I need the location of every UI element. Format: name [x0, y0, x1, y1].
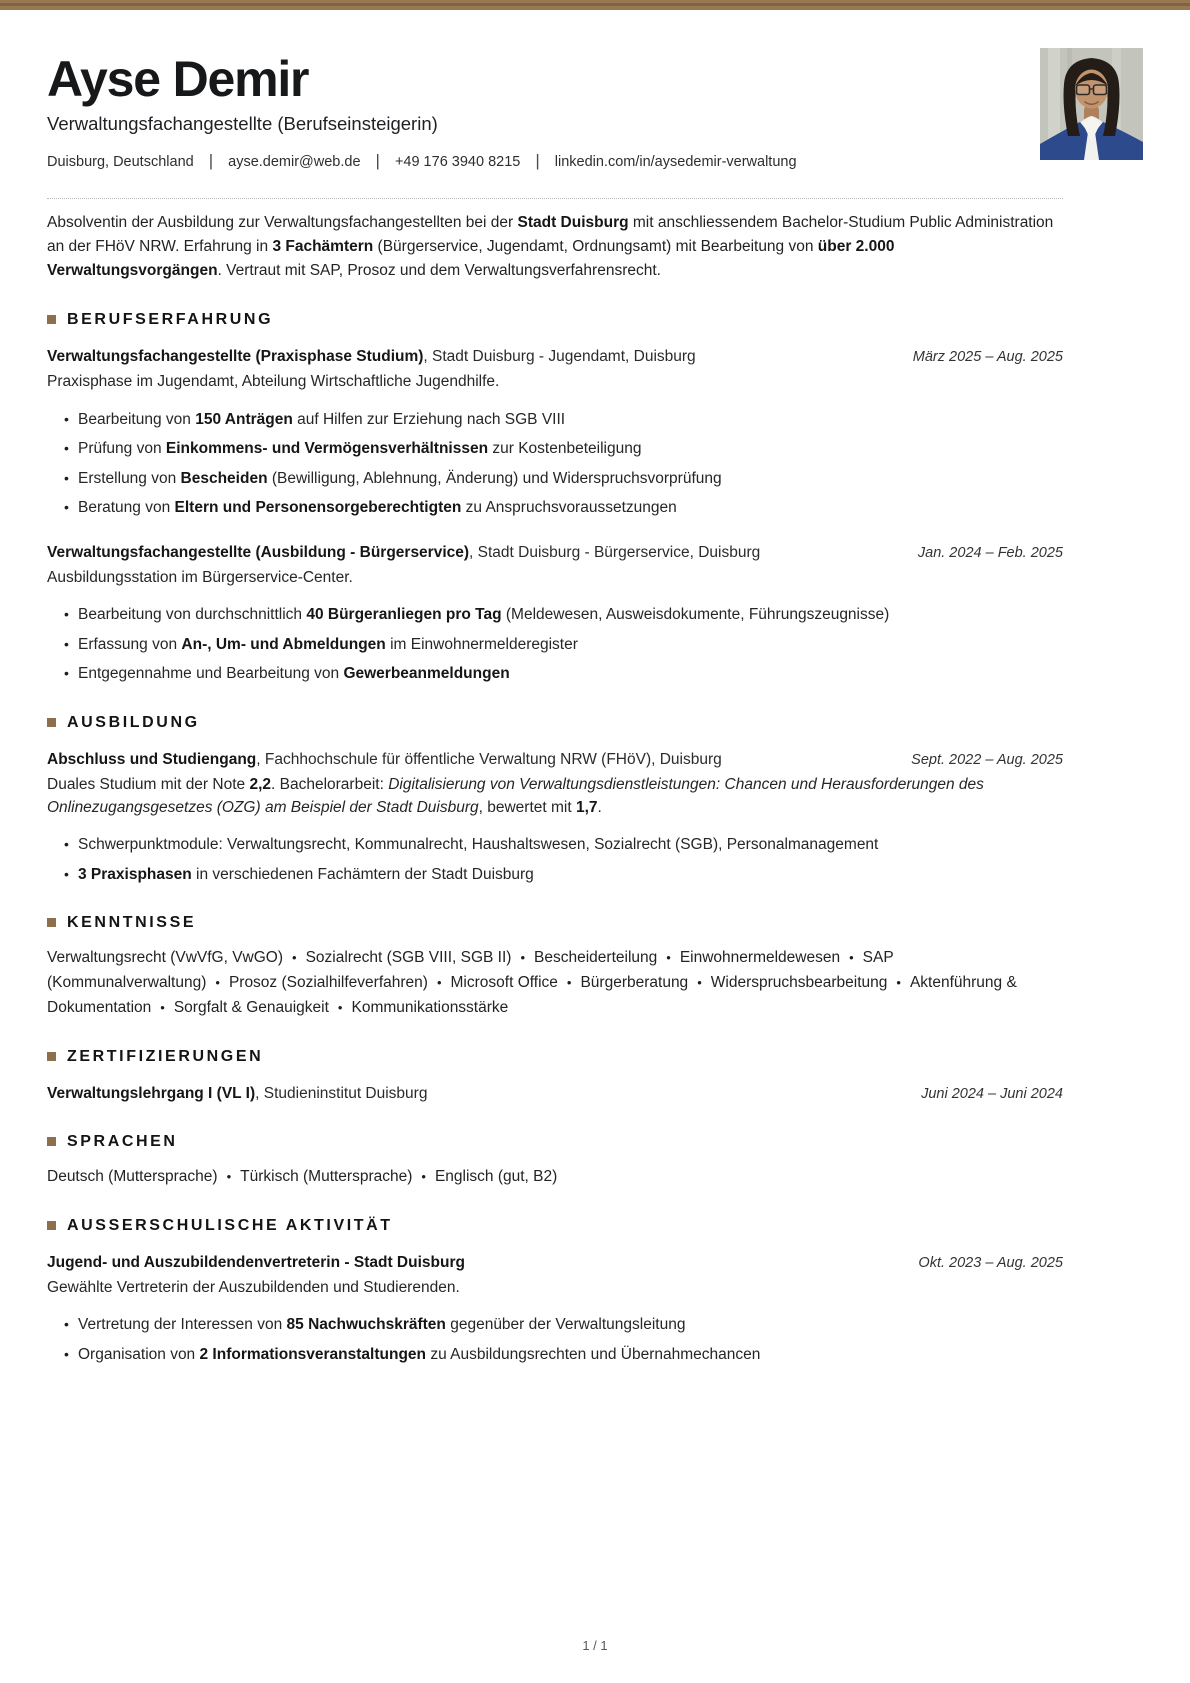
bullet-item	[78, 634, 1063, 656]
inline-item: Sorgfalt & Genauigkeit	[173, 998, 329, 1016]
text-segment: Verwaltungsfachangestellte (Praxisphase Studium)	[47, 348, 424, 366]
text-segment: 2,2	[249, 775, 272, 793]
dot-separator: •	[520, 949, 526, 965]
text-segment: Verwaltungslehrgang I (VL I)	[47, 1085, 256, 1103]
entry-title	[47, 1082, 427, 1105]
entry-date: März 2025 – Aug. 2025	[912, 349, 1063, 366]
section-title: AUSSERSCHULISCHE AKTIVITÄT	[67, 1216, 393, 1234]
entry-subtitle	[47, 566, 1063, 589]
inline-item-list	[47, 945, 1063, 1020]
inline-item: SAP (Kommunalverwaltung)	[47, 948, 894, 991]
text-segment: Abschluss und Studiengang	[47, 750, 257, 768]
section-marker-icon	[47, 1137, 56, 1146]
top-accent-bar	[0, 0, 1190, 10]
text-segment: .	[597, 799, 602, 817]
bullet-item	[78, 497, 1063, 519]
entry-bullets	[47, 409, 1063, 520]
text-segment: Digitalisierung von Verwaltungsdienstleistungen: Chancen und Herausforderungen des Onlinezugangsgesetzes (OZG) am Beispiel der Stadt Duisburg	[47, 775, 984, 817]
entry-heading-row	[47, 1251, 1063, 1274]
contact-separator: |	[208, 151, 214, 170]
entry	[47, 541, 1063, 686]
text-segment: Eltern und Personensorgeberechtigten	[174, 499, 462, 517]
bullet-item	[78, 864, 1063, 886]
text-segment: Bescheiden	[180, 469, 268, 487]
dot-separator: •	[337, 999, 343, 1015]
bullet-item	[78, 663, 1063, 685]
entry-subtitle	[47, 1276, 1063, 1299]
text-segment: Absolventin der Ausbildung zur Verwaltungsfachangestellten bei der	[47, 214, 518, 231]
inline-item: Bescheiderteilung	[534, 948, 658, 966]
text-segment: Schwerpunktmodule: Verwaltungsrecht, Kommunalrecht, Haushaltswesen, Sozialrecht (SGB), Personalmanagement	[78, 836, 879, 854]
text-segment: Prüfung von	[78, 440, 166, 458]
section-marker-icon	[47, 1052, 56, 1061]
page-content	[47, 52, 1063, 1366]
section-title: SPRACHEN	[67, 1133, 178, 1151]
text-segment: 1,7	[575, 799, 598, 817]
text-segment: , bewertet mit	[478, 799, 576, 817]
entry	[47, 345, 1063, 519]
entry-bullets	[47, 604, 1063, 685]
section-marker-icon	[47, 1221, 56, 1230]
resume-section	[47, 1047, 1063, 1105]
entry-heading-row	[47, 748, 1063, 771]
text-segment: im Einwohnermelderegister	[385, 635, 578, 653]
resume-header	[47, 52, 1063, 199]
inline-item: Türkisch (Muttersprache)	[240, 1167, 413, 1185]
entry-date: Jan. 2024 – Feb. 2025	[917, 544, 1063, 561]
entry	[47, 748, 1063, 887]
text-segment: 150 Anträgen	[195, 410, 293, 428]
contact-item: ayse.demir@web.de	[228, 154, 361, 170]
dot-separator: •	[160, 999, 165, 1015]
text-segment: 3 Fachämtern	[272, 238, 374, 256]
inline-item: Verwaltungsrecht (VwVfG, VwGO)	[47, 948, 284, 966]
inline-item: Einwohnermeldewesen	[679, 948, 841, 966]
dot-separator: •	[566, 974, 572, 990]
text-segment: Bearbeitung von	[78, 410, 196, 428]
entry-subtitle	[47, 370, 1063, 393]
text-segment: , Fachhochschule für öffentliche Verwaltung NRW (FHöV), Duisburg	[256, 750, 722, 768]
section-header	[47, 913, 1063, 932]
text-segment: , Stadt Duisburg - Bürgerservice, Duisburg	[469, 543, 761, 561]
dot-separator: •	[436, 974, 442, 990]
inline-item: Kommunikationsstärke	[351, 998, 509, 1016]
text-segment: Erstellung von	[78, 469, 181, 487]
sections	[47, 310, 1063, 1366]
entry-date: Okt. 2023 – Aug. 2025	[918, 1254, 1063, 1271]
text-segment: , Studieninstitut Duisburg	[255, 1085, 428, 1103]
contact-item: +49 176 3940 8215	[394, 154, 521, 170]
contact-separator: |	[375, 151, 380, 170]
entry-title	[47, 345, 696, 368]
section-marker-icon	[47, 315, 56, 324]
inline-item: Bürgerberatung	[580, 973, 689, 991]
text-segment: An-, Um- und Abmeldungen	[181, 635, 386, 653]
text-segment: Organisation von	[78, 1345, 200, 1363]
dot-separator: •	[215, 974, 220, 990]
section-title: ZERTIFIZIERUNGEN	[67, 1047, 264, 1065]
text-segment: in verschiedenen Fachämtern der Stadt Duisburg	[191, 865, 534, 883]
summary-text	[47, 211, 1063, 283]
dot-separator: •	[421, 1168, 426, 1184]
text-segment: Gewerbeanmeldungen	[343, 665, 510, 683]
bullet-item	[78, 409, 1063, 431]
text-segment: auf Hilfen zur Erziehung nach SGB VIII	[292, 410, 566, 428]
text-segment: Verwaltungsfachangestellte (Ausbildung - Bürgerservice)	[47, 543, 470, 561]
section-marker-icon	[47, 918, 56, 927]
text-segment: zur Kostenbeteiligung	[488, 440, 642, 458]
page-number: 1 / 1	[582, 1638, 608, 1653]
text-segment: Einkommens- und Vermögensverhältnissen	[165, 440, 489, 458]
entry	[47, 1082, 1063, 1105]
text-segment: Duales Studium mit der Note	[47, 775, 250, 793]
inline-item: Aktenführung & Dokumentation	[47, 973, 1017, 1016]
text-segment: , Stadt Duisburg - Jugendamt, Duisburg	[423, 348, 696, 366]
dot-separator: •	[697, 974, 702, 990]
text-segment: (Meldewesen, Ausweisdokumente, Führungszeugnisse)	[501, 606, 890, 624]
inline-item: Widerspruchsbearbeitung	[710, 973, 888, 991]
text-segment: über 2.000 Verwaltungsvorgängen	[47, 238, 895, 280]
dot-separator: •	[896, 974, 901, 990]
entry-date: Juni 2024 – Juni 2024	[921, 1086, 1063, 1103]
text-segment: zu Anspruchsvoraussetzungen	[461, 499, 677, 517]
resume-section	[47, 1132, 1063, 1188]
bullet-item	[78, 1314, 1063, 1336]
dot-separator: •	[292, 949, 297, 965]
text-segment: (Bewilligung, Ablehnung, Änderung) und Widerspruchsvorprüfung	[267, 469, 722, 487]
entry-date: Sept. 2022 – Aug. 2025	[911, 751, 1063, 768]
contact-separator: |	[535, 151, 540, 170]
entry-subtitle	[47, 773, 1063, 820]
inline-item-list	[47, 1164, 1063, 1189]
text-segment: zu Ausbildungsrechten und Übernahmechancen	[426, 1345, 761, 1363]
bullet-item	[78, 1344, 1063, 1366]
text-segment: gegenüber der Verwaltungsleitung	[445, 1316, 686, 1334]
section-title: BERUFSERFAHRUNG	[67, 311, 274, 329]
contact-item: linkedin.com/in/aysedemir-verwaltung	[554, 154, 797, 170]
section-title: AUSBILDUNG	[67, 713, 200, 731]
dot-separator: •	[666, 949, 671, 965]
entry-bullets	[47, 834, 1063, 886]
section-title: KENNTNISSE	[67, 914, 197, 932]
contact-item: Duisburg, Deutschland	[47, 154, 194, 170]
text-segment: mit anschliessendem Bachelor-Studium Public Administration an der FHöV NRW. Erfahrung in	[47, 214, 1054, 256]
section-header	[47, 1216, 1063, 1235]
person-title: Verwaltungsfachangestellte (Berufseinsteigerin)	[47, 113, 438, 134]
inline-item: Englisch (gut, B2)	[434, 1167, 558, 1185]
inline-item: Deutsch (Muttersprache)	[47, 1167, 218, 1185]
dot-separator: •	[226, 1168, 232, 1184]
person-name: Ayse Demir	[47, 51, 309, 107]
resume-section	[47, 913, 1063, 1020]
text-segment: 85 Nachwuchskräften	[286, 1316, 446, 1334]
entry	[47, 1251, 1063, 1366]
section-header	[47, 1132, 1063, 1151]
text-segment: Gewählte Vertreterin der Auszubildenden und Studierenden.	[47, 1279, 460, 1297]
text-segment: Erfassung von	[78, 635, 182, 653]
dot-separator: •	[849, 949, 854, 965]
text-segment: Bearbeitung von durchschnittlich	[78, 606, 307, 624]
contact-row	[47, 152, 1063, 172]
bullet-item	[78, 438, 1063, 460]
entry-heading-row	[47, 541, 1063, 564]
text-segment: (Bürgerservice, Jugendamt, Ordnungsamt) mit Bearbeitung von	[373, 238, 818, 256]
profile-photo	[1040, 48, 1143, 160]
text-segment: Vertretung der Interessen von	[78, 1316, 287, 1334]
bullet-item	[78, 604, 1063, 626]
resume-section	[47, 1216, 1063, 1367]
text-segment: 2 Informationsveranstaltungen	[199, 1345, 427, 1363]
text-segment: Beratung von	[78, 499, 175, 517]
text-segment: Stadt Duisburg	[517, 214, 629, 231]
entry-title	[47, 748, 722, 771]
entry-bullets	[47, 1314, 1063, 1366]
entry-heading-row	[47, 345, 1063, 368]
entry-heading-row	[47, 1082, 1063, 1105]
inline-item: Sozialrecht (SGB VIII, SGB II)	[305, 948, 512, 966]
inline-item: Microsoft Office	[450, 973, 558, 991]
text-segment: Ausbildungsstation im Bürgerservice-Center.	[47, 568, 353, 586]
bullet-item	[78, 468, 1063, 490]
section-header	[47, 310, 1063, 329]
text-segment: . Bachelorarbeit:	[271, 775, 389, 793]
entry-title	[47, 541, 760, 564]
text-segment: 40 Bürgeranliegen pro Tag	[306, 606, 502, 624]
resume-section	[47, 713, 1063, 887]
section-header	[47, 1047, 1063, 1066]
bullet-item	[78, 834, 1063, 856]
section-marker-icon	[47, 718, 56, 727]
text-segment: . Vertraut mit SAP, Prosoz und dem Verwaltungsverfahrensrecht.	[217, 262, 661, 280]
text-segment: 3 Praxisphasen	[78, 865, 192, 883]
entry-title	[47, 1251, 465, 1274]
inline-item: Prosoz (Sozialhilfeverfahren)	[228, 973, 428, 991]
section-header	[47, 713, 1063, 732]
text-segment: Entgegennahme und Bearbeitung von	[78, 665, 344, 683]
text-segment: Jugend- und Auszubildendenvertreterin - Stadt Duisburg	[47, 1253, 465, 1271]
text-segment: Praxisphase im Jugendamt, Abteilung Wirtschaftliche Jugendhilfe.	[47, 373, 500, 391]
resume-section	[47, 310, 1063, 685]
